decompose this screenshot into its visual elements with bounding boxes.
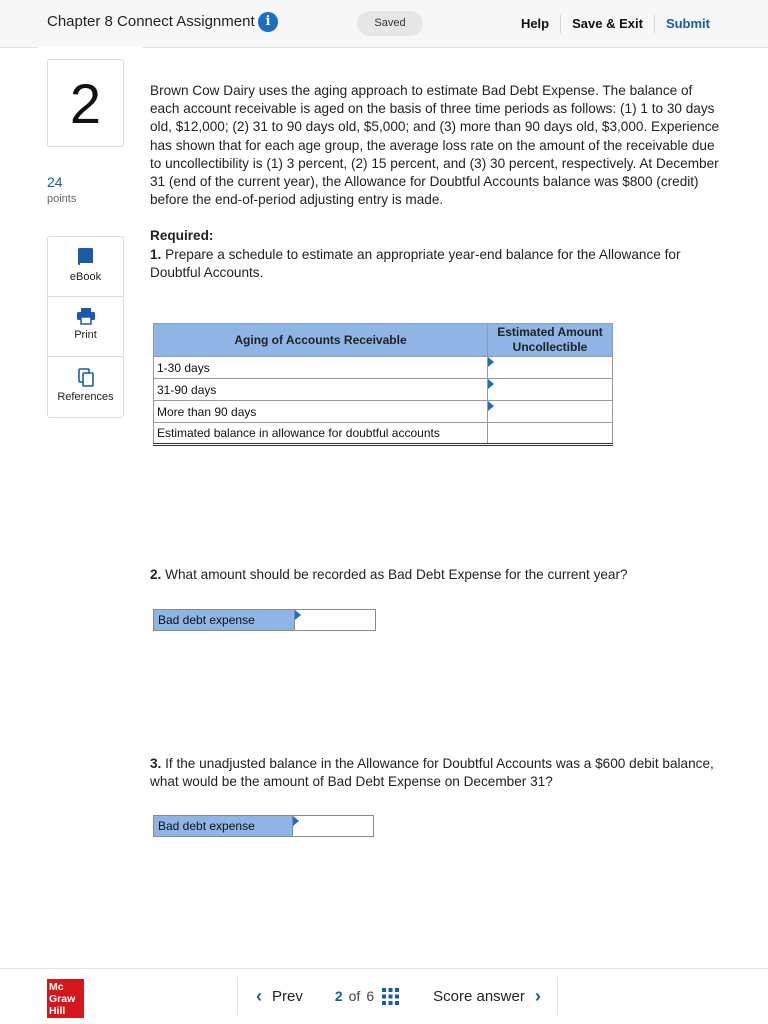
amount-input-1-30[interactable]	[488, 357, 612, 378]
table-row	[154, 357, 613, 379]
chevron-right-icon: ›	[534, 985, 541, 1006]
question-navigation	[237, 977, 558, 1015]
tools-panel	[47, 236, 124, 418]
bad-debt-expense-row-3	[153, 815, 374, 837]
table-row	[154, 401, 613, 423]
amount-input-over-90[interactable]	[488, 401, 612, 422]
part3-question	[150, 755, 720, 791]
logo-line: Mc	[49, 981, 64, 993]
save-exit-link[interactable]: Save & Exit	[561, 15, 655, 33]
row-label: 1-30 days	[154, 357, 488, 379]
input-marker-icon	[293, 816, 299, 826]
part2-question	[150, 566, 628, 584]
help-link[interactable]: Help	[510, 15, 561, 33]
points-value: 24	[47, 174, 63, 190]
input-marker-icon	[488, 379, 494, 389]
prev-label: Prev	[272, 987, 303, 1005]
part3-number: 3.	[150, 756, 162, 771]
part1-number: 1.	[150, 246, 162, 262]
amount-input-31-90[interactable]	[488, 379, 612, 400]
required-section	[150, 227, 720, 282]
submit-link[interactable]: Submit	[665, 16, 710, 31]
chevron-left-icon: ‹	[256, 985, 262, 1006]
input-marker-icon	[295, 610, 301, 620]
points-label: points	[47, 193, 77, 205]
amount-cell[interactable]	[488, 379, 613, 401]
question-number-box	[47, 59, 124, 147]
saved-status-badge: Saved	[357, 11, 423, 36]
row-label: More than 90 days	[154, 401, 488, 423]
print-label: Print	[74, 329, 97, 341]
references-icon	[77, 367, 95, 387]
table-row	[154, 379, 613, 401]
part2-number: 2.	[150, 567, 162, 582]
logo-line: Hill	[49, 1005, 66, 1017]
bad-debt-input-2[interactable]	[295, 610, 375, 630]
amount-cell[interactable]	[488, 357, 613, 379]
ebook-button[interactable]	[48, 237, 123, 297]
bad-debt-cell[interactable]	[293, 816, 373, 836]
book-icon	[77, 247, 95, 267]
header-tab-divider	[38, 46, 142, 50]
part1-text: Prepare a schedule to estimate an appropriate year-end balance for the Allowance for Doubtful Accounts.	[150, 246, 681, 280]
page-indicator	[319, 988, 409, 1005]
bad-debt-label: Bad debt expense	[154, 610, 295, 630]
assignment-title: Chapter 8 Connect Assignment	[47, 13, 255, 30]
bad-debt-expense-row-2	[153, 609, 376, 631]
required-label: Required:	[150, 228, 214, 244]
aging-column-header: Aging of Accounts Receivable	[154, 324, 488, 357]
aging-schedule-table	[153, 323, 613, 446]
table-row-total	[154, 423, 613, 445]
problem-intro: Brown Cow Dairy uses the aging approach to estimate Bad Debt Expense. The balance of each account receivable is aged on the basis of three time periods as follows: (1) 1 to 30 days old, $12,000; (2) 31 to 90 days old, $5,000; and (3) more than 90 days old, $3,000. Experience has shown that for each age group, the average loss rate on the amount of the receivable due to uncollectibility is (1) 3 percent, (2) 15 percent, and (3) 30 percent, respectively. At December 31 (end of the current year), the Allowance for Doubtful Accounts balance was $800 (credit) before the end-of-period adjusting entry is made.	[150, 83, 720, 208]
info-icon[interactable]: i	[258, 12, 278, 32]
references-label: References	[57, 391, 114, 403]
top-header	[0, 0, 768, 48]
input-marker-icon	[488, 357, 494, 367]
logo-line: Graw	[49, 993, 76, 1005]
bad-debt-input-3[interactable]	[293, 816, 373, 836]
mcgraw-hill-logo	[47, 979, 84, 1018]
ebook-label: eBook	[69, 271, 102, 283]
current-page: 2	[334, 988, 343, 1004]
row-label: Estimated balance in allowance for doubtful accounts	[154, 423, 488, 445]
header-links	[510, 0, 768, 48]
bad-debt-label: Bad debt expense	[154, 816, 293, 836]
references-button[interactable]	[48, 357, 123, 417]
problem-content	[150, 82, 720, 282]
part3-text: If the unadjusted balance in the Allowance for Doubtful Accounts was a $600 debit balance, what would be the amount of Bad Debt Expense on December 31?	[150, 756, 714, 790]
grid-icon[interactable]	[382, 988, 399, 1005]
total-cell[interactable]	[488, 423, 613, 445]
total-allowance-input[interactable]	[488, 423, 612, 443]
amount-cell[interactable]	[488, 401, 613, 423]
bad-debt-cell[interactable]	[295, 610, 375, 630]
part2-text: What amount should be recorded as Bad Debt Expense for the current year?	[165, 567, 628, 582]
prev-button[interactable]	[238, 986, 319, 1007]
of-label: of	[348, 988, 361, 1004]
score-answer-button[interactable]	[409, 986, 557, 1007]
print-button[interactable]	[48, 297, 123, 357]
printer-icon	[76, 307, 96, 325]
total-pages: 6	[366, 988, 375, 1004]
question-number: 2	[69, 72, 102, 135]
estimate-column-header: Estimated Amount Uncollectible	[488, 324, 613, 357]
row-label: 31-90 days	[154, 379, 488, 401]
input-marker-icon	[488, 401, 494, 411]
score-answer-label: Score answer	[433, 987, 525, 1005]
bottom-footer	[0, 968, 768, 1024]
